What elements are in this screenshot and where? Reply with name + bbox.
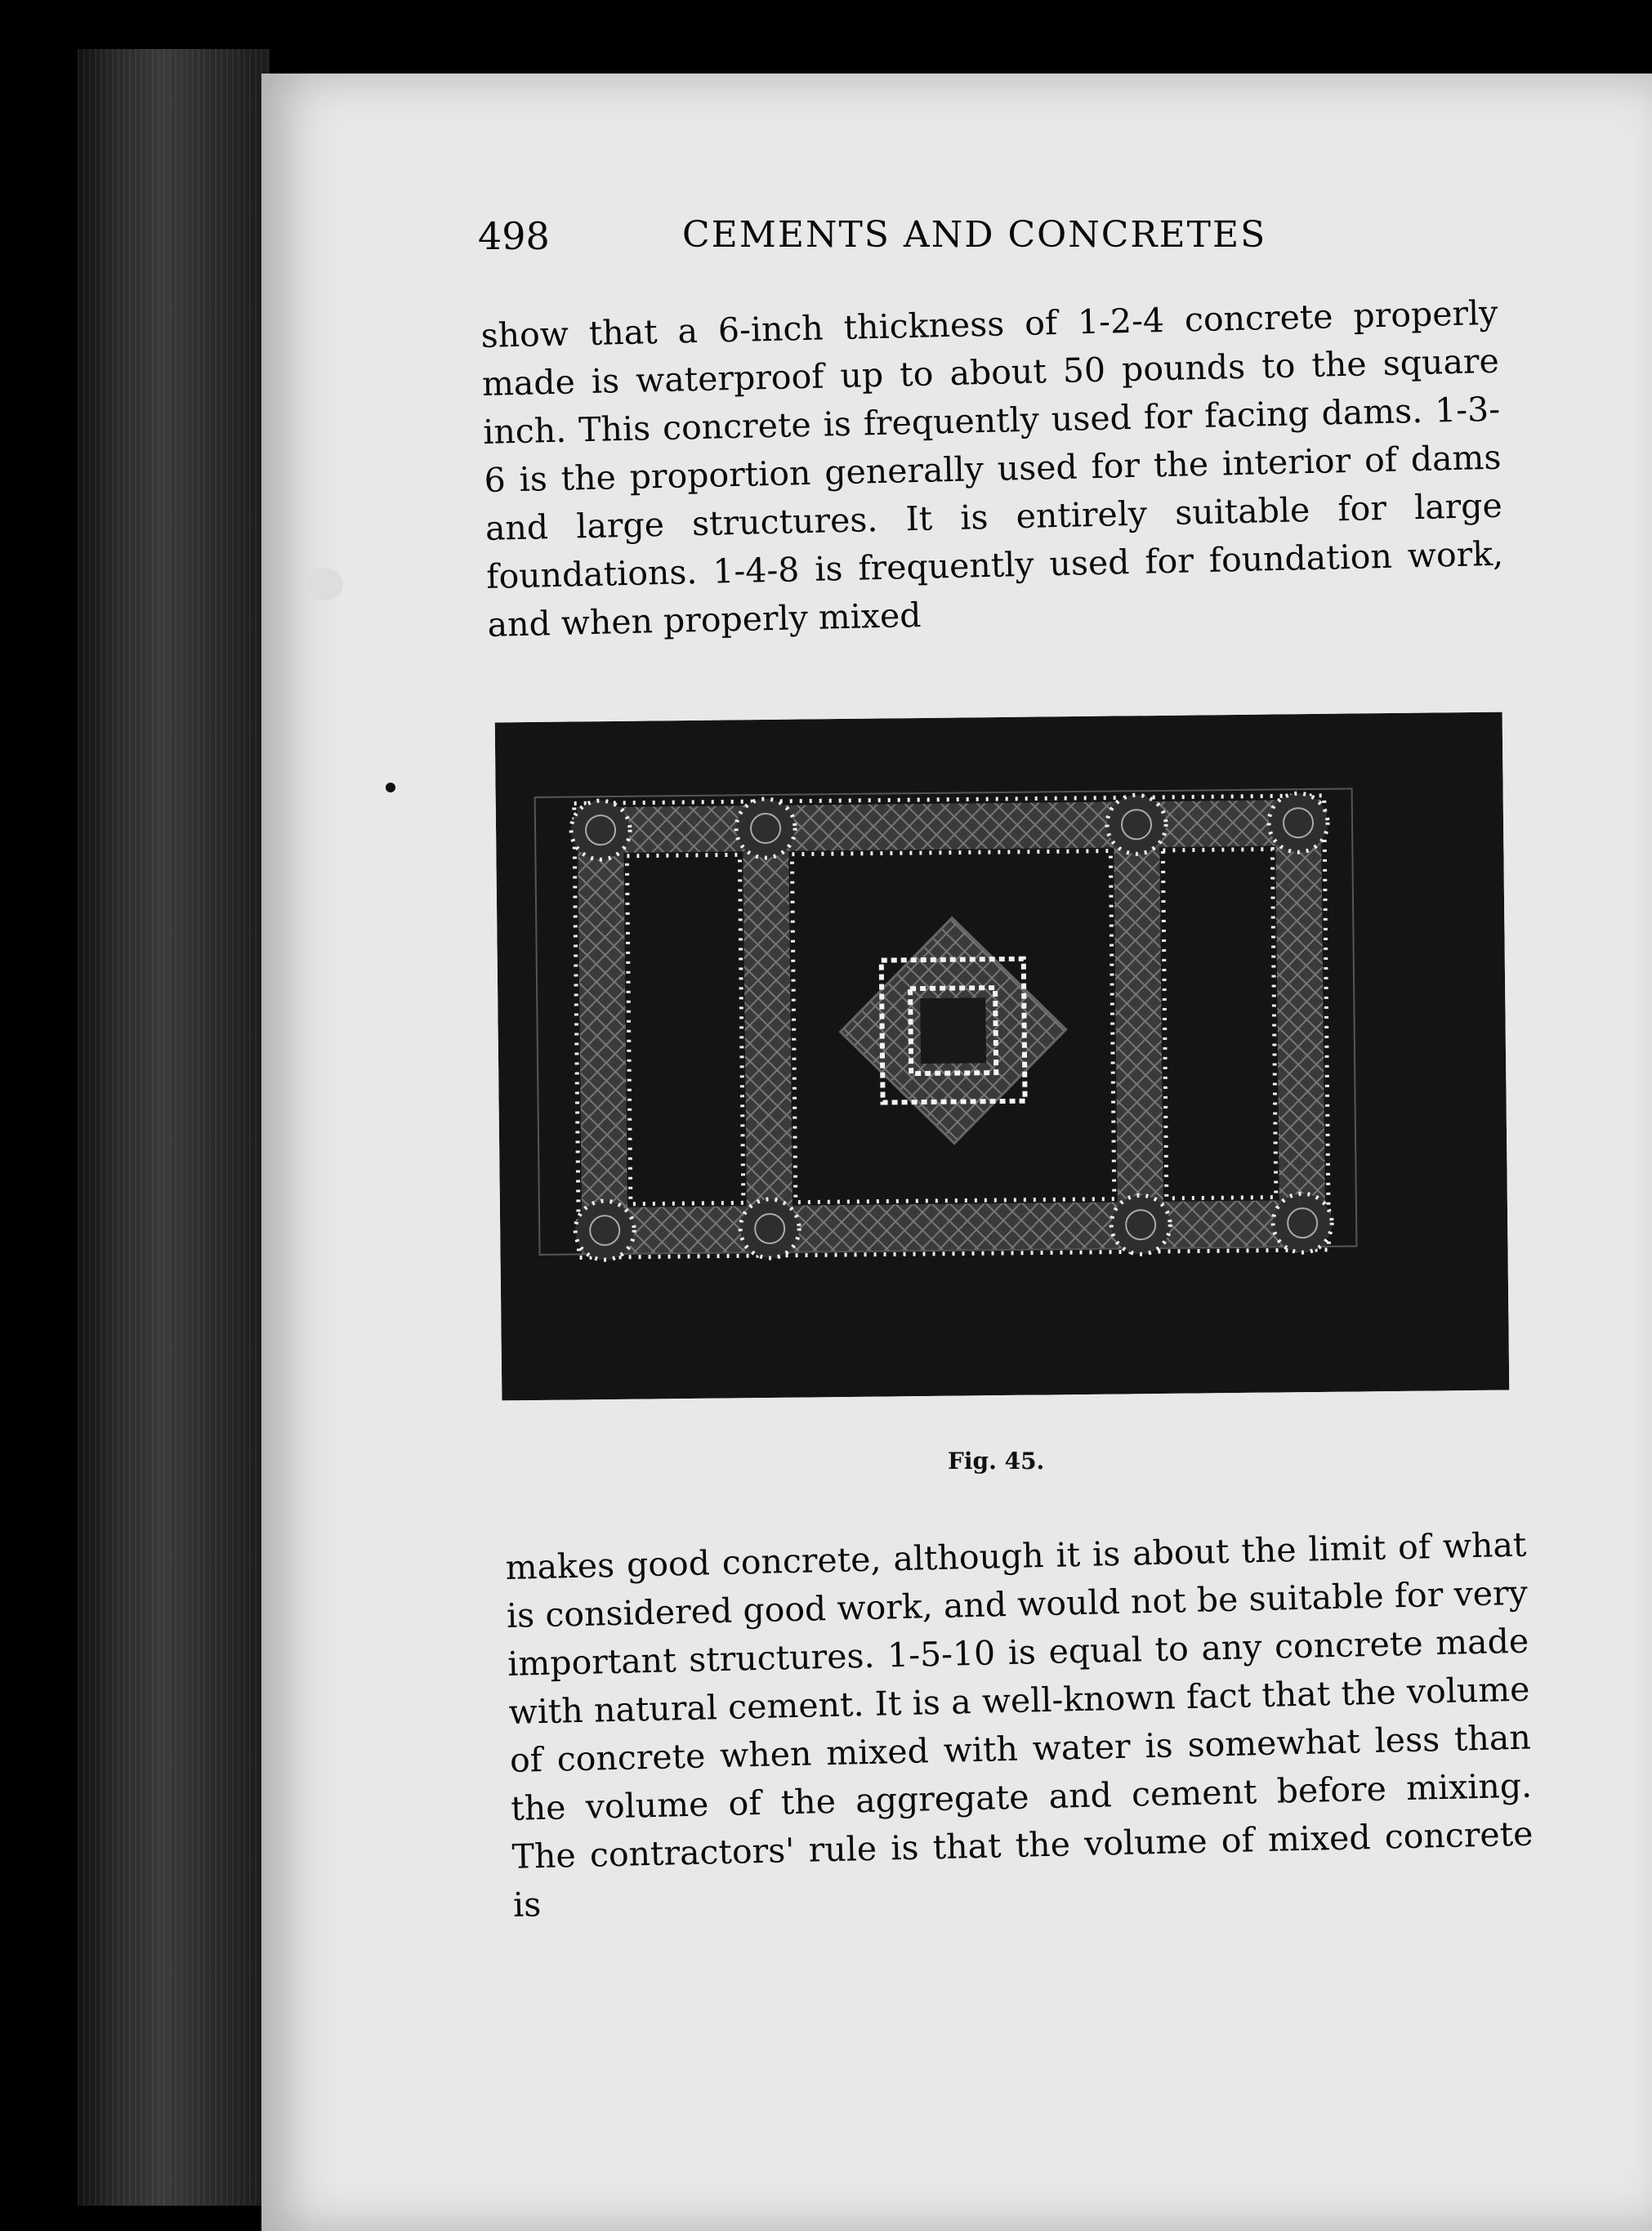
mosaic-illustration [495, 712, 1510, 1401]
running-title: CEMENTS AND CONCRETES [682, 214, 1267, 256]
page-number: 498 [478, 214, 550, 258]
figure-caption: Fig. 45. [948, 1448, 1045, 1475]
body-paragraph-top: show that a 6-inch thickness of 1-2-4 concrete properly made is waterproof up to about 50 pounds to the square inch. This concrete is frequently used for facing dams. 1-3-6 is the proportion generally used for the interior of dams and large structures. It is entirely suitable for large foundations. 1-4-8 is frequently used for foundation work, and when properly mixed [480, 292, 1504, 645]
body-paragraph-bottom: makes good concrete, although it is about the limit of what is considered good work, and would not be suitable for very important structures. 1-5-10 is equal to any concrete made with natural cement. It is a well-known fact that the volume of concrete when mixed with water is somewhat less than the volume of the aggregate and cement before mixing. The contractors' rule is that the volume of mixed concrete is [505, 1524, 1534, 1925]
mosaic-floor-figure [495, 712, 1510, 1401]
book-spine [78, 49, 270, 2206]
ink-dot [386, 783, 395, 792]
page-blemish [306, 568, 343, 600]
